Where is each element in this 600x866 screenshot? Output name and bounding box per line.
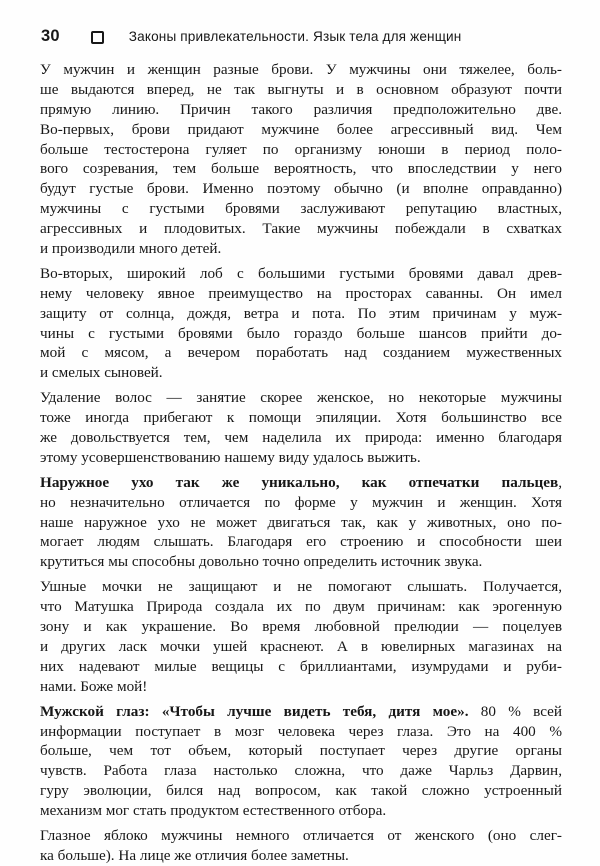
- text-run: прямую линию. Причин такого различия предположительно две.: [40, 100, 562, 118]
- text-run: информации поступает в мозг человека через глаза. Это на 400 %: [40, 722, 562, 740]
- text-run: и смелых сыновей.: [40, 364, 163, 382]
- text-line: [40, 493, 562, 513]
- text-line: [40, 428, 562, 448]
- text-line: [40, 846, 562, 866]
- text-line: [40, 408, 562, 428]
- text-run: ,: [558, 473, 562, 491]
- text-line: [40, 552, 562, 572]
- text-run: Во-вторых, широкий лоб с большими густыми бровями давал древ-: [40, 264, 562, 282]
- text-run: Удаление волос — занятие скорее женское, но некоторые мужчины: [40, 389, 562, 407]
- text-line: [40, 120, 562, 140]
- page-header: [41, 27, 562, 46]
- text-line: [40, 657, 562, 677]
- text-line: [40, 801, 562, 821]
- text-run: вого созревания, тем больше вероятность, что впоследствии у него: [40, 160, 562, 178]
- text-line: [40, 781, 562, 801]
- text-line: [40, 722, 562, 742]
- text-line: [40, 577, 562, 597]
- text-run: крутиться мы способны довольно точно определить источник звука.: [40, 553, 483, 571]
- text-line: [40, 343, 562, 363]
- paragraph: [40, 388, 562, 468]
- text-line: [40, 702, 562, 722]
- page-body: [40, 60, 562, 866]
- text-line: [40, 532, 562, 552]
- text-line: [40, 826, 562, 846]
- text-line: [40, 761, 562, 781]
- paragraph: [40, 264, 562, 383]
- text-line: [40, 304, 562, 324]
- text-run: же довольствуется тем, чем наделила их природа: именно благодаря: [40, 429, 562, 447]
- text-run: защиту от солнца, дождя, ветра и пота. По этим причинам у муж-: [40, 304, 562, 322]
- text-run: агрессивных и плодовитых. Такие мужчины побеждали в схватках: [40, 220, 562, 238]
- text-line: [40, 264, 562, 284]
- text-line: [40, 239, 562, 259]
- text-run: У мужчин и женщин разные брови. У мужчины они тяжелее, боль-: [40, 61, 562, 78]
- text-run: Во-первых, брови придают мужчине более агрессивный вид. Чем: [40, 120, 562, 138]
- running-title: Законы привлекательности. Язык тела для женщин: [128, 29, 462, 44]
- text-run: больше тестостерона гуляет по организму юноши в период поло-: [40, 140, 562, 158]
- text-run: Глазное яблоко мужчины немного отличается от женского (оно слег-: [40, 826, 562, 844]
- paragraph: [40, 826, 562, 866]
- text-run: гуру эволюции, бился над вопросом, как такой сложно устроенный: [40, 782, 562, 800]
- text-line: [40, 80, 562, 100]
- text-run: могает людям слышать. Благодаря его строению и способности шеи: [40, 533, 562, 551]
- text-line: [40, 597, 562, 617]
- bold-text-run: Наружное ухо так же уникально, как отпечатки пальцев: [40, 473, 559, 491]
- paragraph: [40, 473, 562, 572]
- bold-text-run: Мужской глаз: «Чтобы лучше видеть тебя, дитя мое».: [40, 702, 481, 720]
- text-run: зону и как украшение. Во время любовной прелюдии — поцелуев: [40, 618, 562, 636]
- text-run: мой с мясом, а вечером поработать над созданием мужественных: [40, 344, 562, 362]
- text-line: [40, 159, 562, 179]
- text-line: [40, 363, 562, 383]
- text-line: [40, 473, 562, 493]
- text-run: будут густые брови. Именно поэтому обычно (и вполне оправданно): [40, 180, 562, 198]
- text-line: [40, 741, 562, 761]
- text-run: этому усовершенствованию нашему виду удалось выжить.: [40, 448, 421, 466]
- text-run: них надевают милые вещицы с бриллиантами, изумрудами и руби-: [40, 657, 562, 675]
- text-run: нами. Боже мой!: [40, 677, 148, 695]
- text-line: [40, 324, 562, 344]
- text-line: [40, 100, 562, 120]
- text-run: ка больше). На лице же отличия более заметны.: [40, 846, 349, 864]
- paragraph: [40, 702, 562, 821]
- text-line: [40, 284, 562, 304]
- text-line: [40, 448, 562, 468]
- text-run: чины с густыми бровями было гораздо больше шансов прийти до-: [40, 324, 562, 342]
- text-run: 80 % всей: [480, 702, 562, 720]
- text-run: больше, чем тот объем, который поступает через другие органы: [40, 742, 562, 760]
- text-line: [40, 617, 562, 637]
- text-run: и производили много детей.: [40, 240, 222, 258]
- text-run: ше выдаются вперед, не так выгнуты и в основном образуют почти: [40, 80, 562, 98]
- open-square-icon: [91, 31, 104, 44]
- paragraph: [40, 577, 562, 696]
- text-line: [40, 637, 562, 657]
- text-run: мужчины с густыми бровями заслуживают репутацию властных,: [40, 200, 562, 218]
- text-line: [40, 140, 562, 160]
- text-line: [40, 60, 562, 80]
- text-run: но незначительно отличается по форме у мужчин и женщин. Хотя: [40, 493, 562, 511]
- text-line: [40, 677, 562, 697]
- text-run: и других ласк мочки ушей краснеют. А в ювелирных магазинах на: [40, 637, 562, 655]
- text-line: [40, 513, 562, 533]
- text-run: наше наружное ухо не может двигаться так, как у животных, оно по-: [40, 513, 562, 531]
- text-line: [40, 388, 562, 408]
- text-run: что Матушка Природа создала их по двум причинам: как эрогенную: [40, 598, 562, 616]
- text-run: тоже иногда прибегают к помощи эпиляции. Хотя большинство все: [40, 409, 562, 427]
- text-run: чувств. Работа глаза настолько сложна, что даже Чарльз Дарвин,: [40, 762, 562, 780]
- paragraph: [40, 60, 562, 259]
- text-line: [40, 219, 562, 239]
- text-run: механизм мог стать продуктом естественного отбора.: [40, 802, 387, 820]
- text-run: нему человеку явное преимущество на просторах саванны. Он имел: [40, 284, 562, 302]
- text-run: Ушные мочки не защищают и не помогают слышать. Получается,: [40, 578, 562, 596]
- page-number: 30: [41, 27, 60, 45]
- text-line: [40, 179, 562, 199]
- text-line: [40, 199, 562, 219]
